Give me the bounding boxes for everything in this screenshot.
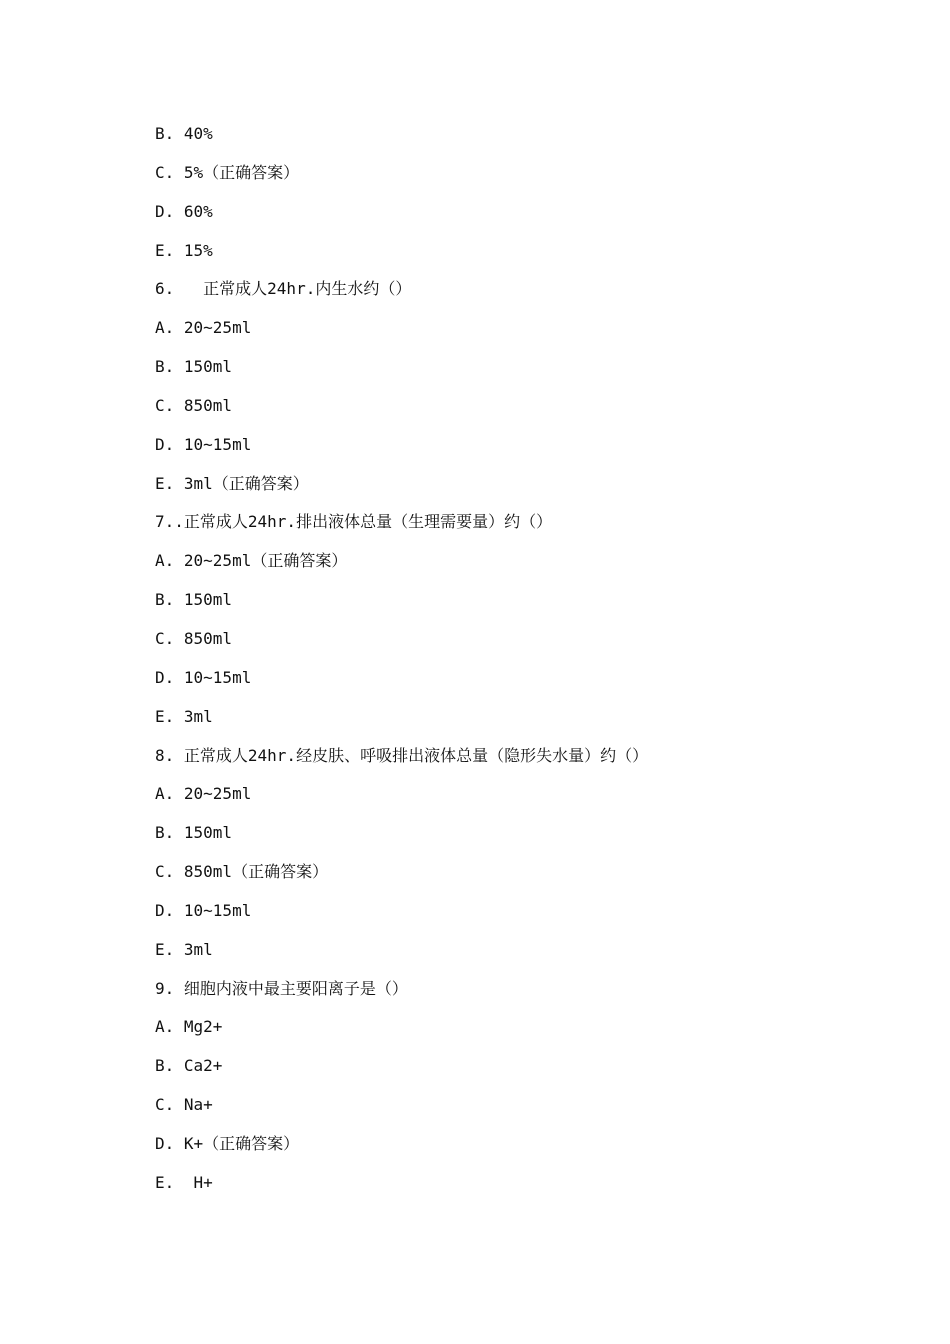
option-5b: B. 40% (155, 124, 213, 143)
option-7b: B. 150ml (155, 590, 233, 610)
option-8c: C. 850ml（正确答案） (155, 862, 329, 882)
option-9c: C. Na+ (155, 1095, 213, 1115)
option-6a: A. 20~25ml (155, 318, 252, 338)
option-7e: E. 3ml (155, 706, 213, 726)
option-8a: A. 20~25ml (155, 784, 252, 804)
option-7a: A. 20~25ml（正确答案） (155, 551, 348, 571)
option-9a: A. Mg2+ (155, 1017, 223, 1037)
question-9: 9. 细胞内液中最主要阳离子是（） (155, 978, 408, 998)
option-5d: D. 60% (155, 201, 213, 221)
option-8b: B. 150ml (155, 823, 233, 843)
option-6b: B. 150ml (155, 357, 233, 377)
option-5e: E. 15% (155, 240, 213, 260)
option-9b: B. Ca2+ (155, 1056, 223, 1076)
option-5c: C. 5%（正确答案） (155, 162, 300, 182)
option-9d: D. K+（正确答案） (155, 1133, 300, 1153)
option-6d: D. 10~15ml (155, 434, 252, 454)
option-9e: E. H+ (155, 1172, 213, 1192)
option-8e: E. 3ml (155, 939, 213, 959)
question-6: 6. 正常成人24hr.内生水约（） (155, 279, 412, 299)
option-7d: D. 10~15ml (155, 667, 252, 687)
option-6e: E. 3ml（正确答案） (155, 473, 309, 493)
question-8: 8. 正常成人24hr.经皮肤、呼吸排出液体总量（隐形失水量）约（） (155, 745, 649, 765)
option-6c: C. 850ml (155, 395, 233, 415)
option-8d: D. 10~15ml (155, 900, 252, 920)
question-7: 7..正常成人24hr.排出液体总量（生理需要量）约（） (155, 512, 553, 532)
option-7c: C. 850ml (155, 628, 233, 648)
question-list (155, 122, 875, 1210)
